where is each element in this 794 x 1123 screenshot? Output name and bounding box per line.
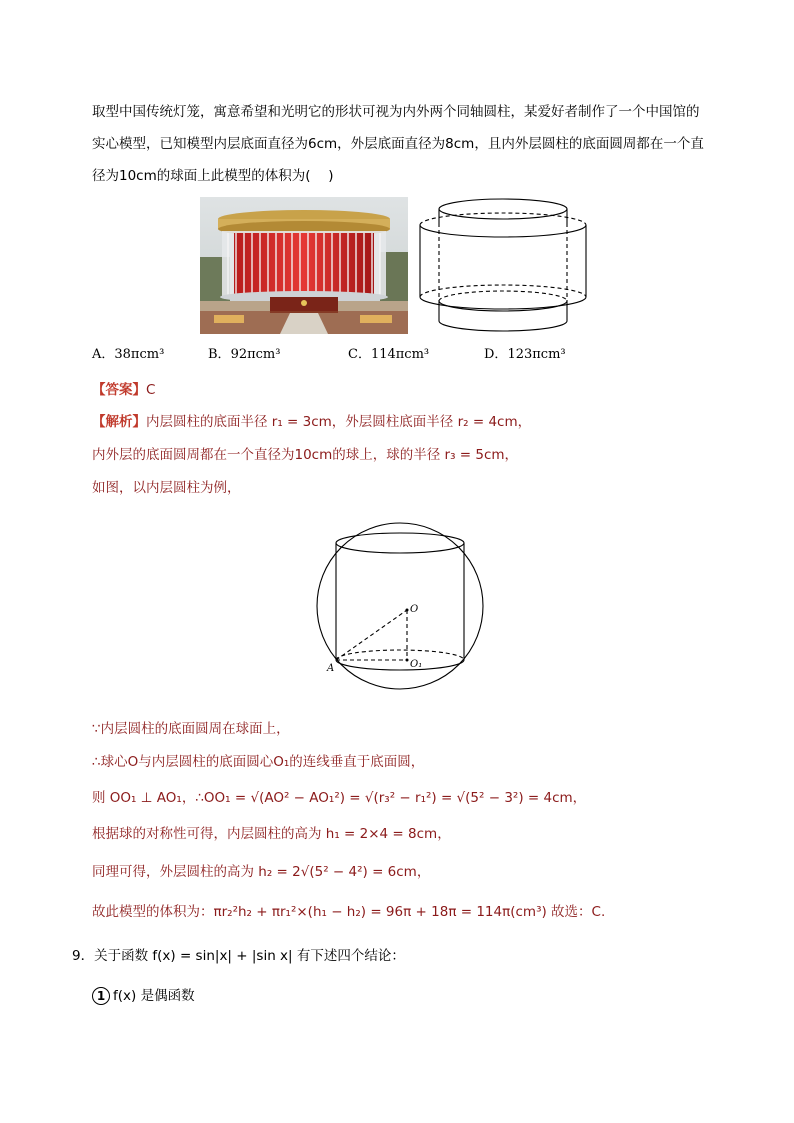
coaxial-cylinders-figure	[414, 195, 592, 338]
analysis-tag: 【解析】	[92, 414, 146, 430]
center-o-point	[406, 609, 409, 612]
sphere-cylinder-figure	[315, 515, 485, 697]
analysis-line-1: 【解析】内层圆柱的底面半径 r₁ = 3cm，外层圆柱底面半径 r₂ = 4cm，	[92, 414, 532, 430]
option-c: C．114πcm³	[348, 347, 430, 362]
circled-number-1: 1	[92, 987, 110, 1005]
option-b: B．92πcm³	[208, 347, 281, 362]
analysis-line-4: ∵内层圆柱的底面圆周在球面上，	[92, 721, 290, 737]
analysis-line-2: 内外层的底面圆周都在一个直径为10cm的球上，球的半径 r₃ = 5cm，	[92, 447, 519, 463]
question-9-text: 关于函数 f(x) = sin|x| + |sin x| 有下述四个结论：	[94, 948, 405, 964]
analysis-line-7: 根据球的对称性可得，内层圆柱的高为 h₁ = 2×4 = 8cm，	[92, 826, 451, 842]
china-pavilion-photo	[200, 197, 408, 334]
answer-line	[92, 378, 155, 398]
center-o1-point	[406, 659, 409, 662]
label-o1: O₁	[410, 659, 423, 670]
problem-line-1: 取型中国传统灯笼，寓意希望和光明它的形状可视为内外两个同轴圆柱，某爱好者制作了一个中国馆的	[92, 104, 700, 120]
problem-line-3: 径为10cm的球面上此模型的体积为( )	[92, 168, 334, 184]
label-a: A	[327, 663, 335, 674]
option-d: D．123πcm³	[484, 347, 566, 362]
answer-value: C	[146, 382, 156, 398]
analysis-line-6: 则 OO₁ ⊥ AO₁，∴OO₁ = √(AO² − AO₁²) = √(r₃² − r₁²) = √(5² − 3²) = 4cm，	[92, 790, 587, 806]
statement-1-text: f(x) 是偶函数	[113, 988, 195, 1004]
question-9	[72, 944, 405, 964]
analysis-line-8: 同理可得，外层圆柱的高为 h₂ = 2√(5² − 4²) = 6cm，	[92, 864, 431, 880]
analysis-line-3: 如图，以内层圆柱为例，	[92, 480, 241, 496]
statement-1	[92, 984, 195, 1005]
analysis-line-5: ∴球心O与内层圆柱的底面圆心O₁的连线垂直于底面圆，	[92, 754, 425, 770]
answer-options	[92, 343, 692, 367]
question-number: 9．	[72, 948, 95, 964]
problem-statement	[92, 96, 732, 192]
problem-line-2: 实心模型，已知模型内层底面直径为6cm，外层底面直径为8cm，且内外层圆柱的底面圆周都在一个直	[92, 136, 704, 152]
analysis-line-9: 故此模型的体积为：πr₂²h₂ + πr₁²×(h₁ − h₂) = 96π + 18π = 114π(cm³) 故选：C.	[92, 904, 606, 920]
answer-tag: 【答案】	[92, 382, 146, 398]
label-o: O	[410, 604, 419, 615]
option-a: A．38πcm³	[92, 347, 165, 362]
